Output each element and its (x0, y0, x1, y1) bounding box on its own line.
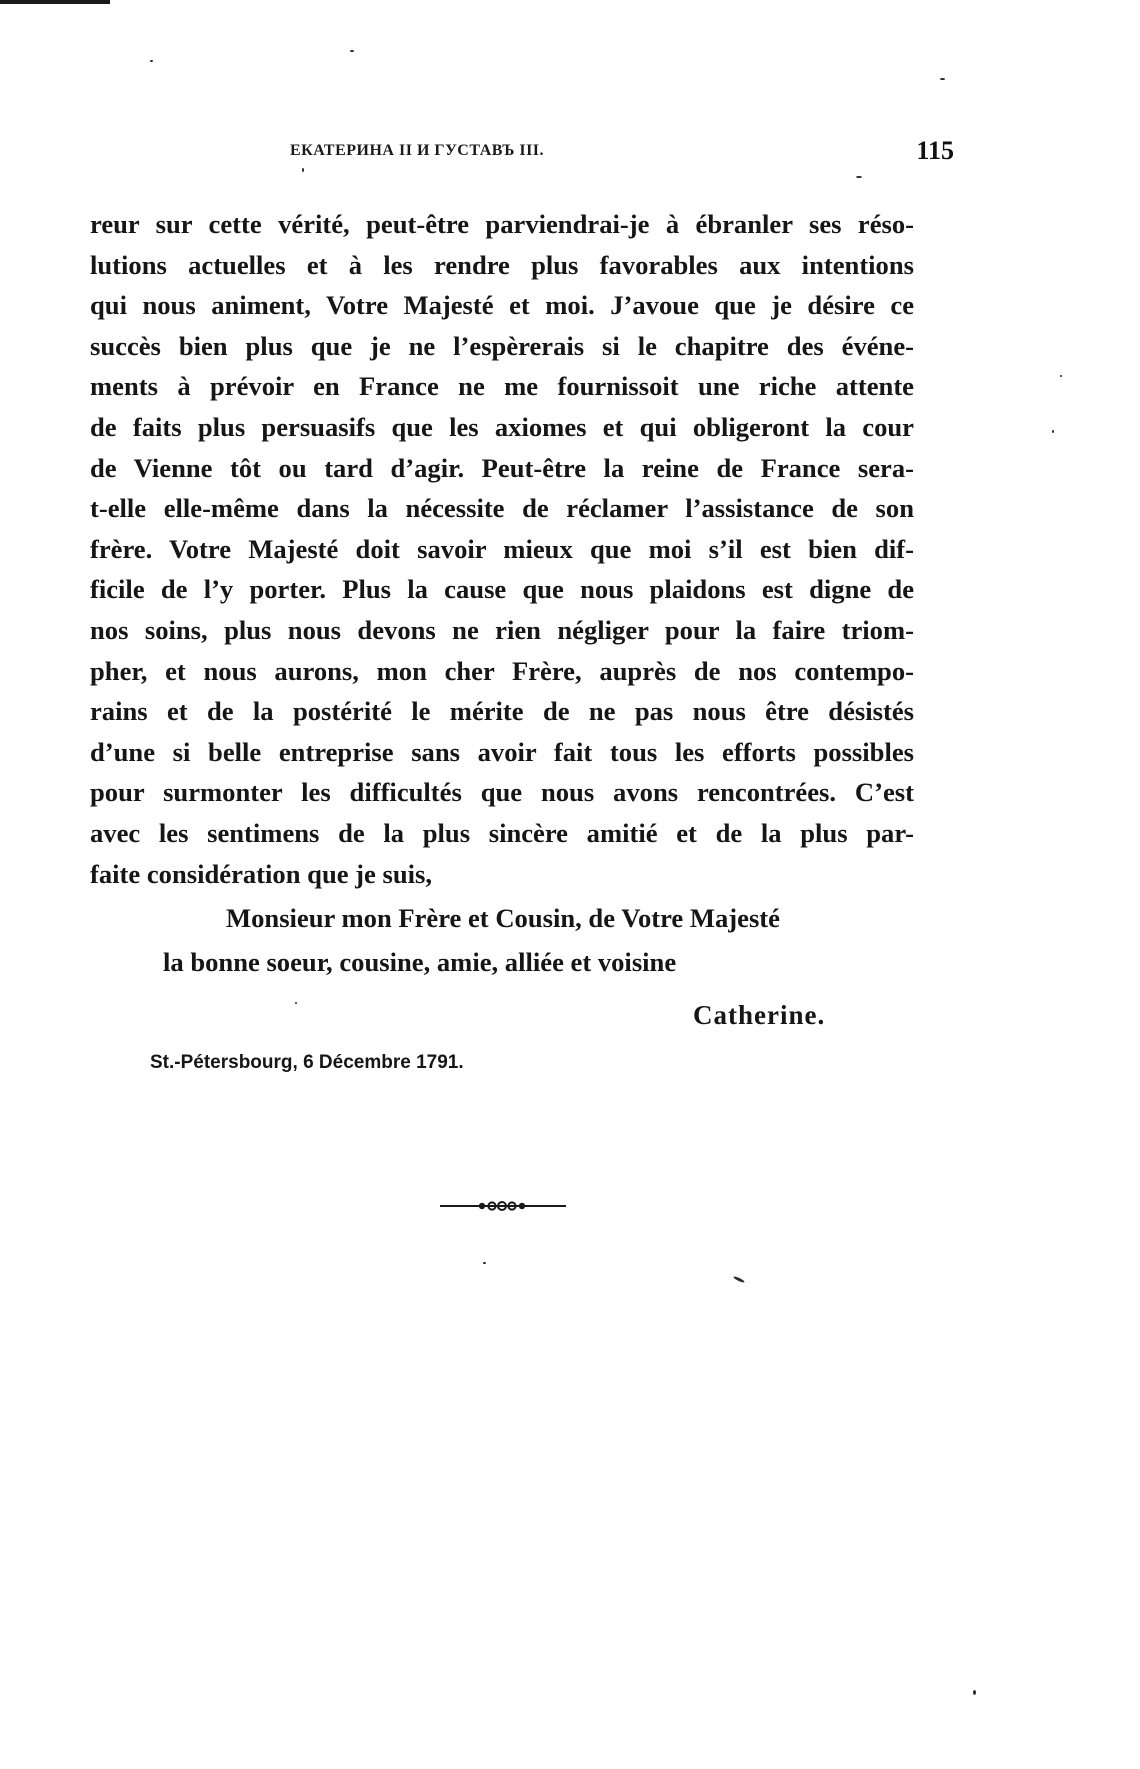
scan-speck (483, 1262, 486, 1264)
scan-speck (973, 1690, 976, 1695)
body-line: nos soins, plus nous devons ne rien négliger pour la faire triom- (90, 614, 914, 645)
running-head (90, 136, 954, 170)
scan-speck (1060, 375, 1062, 377)
body-line: succès bien plus que je ne l’espèrerais si le chapitre des événe- (90, 330, 914, 361)
body-line: ments à prévoir en France ne me fournissoit une riche attente (90, 371, 914, 402)
ornament-rule-icon (438, 1199, 568, 1213)
body-line: ficile de l’y porter. Plus la cause que nous plaidons est digne de (90, 574, 914, 605)
page-number: 115 (916, 136, 954, 165)
scan-speck (856, 176, 862, 178)
running-title: ЕКАТЕРИНА II И ГУСТАВЪ III. (290, 142, 545, 159)
signature: Catherine. (693, 1000, 826, 1030)
scan-speck (940, 78, 945, 80)
closing-titles: la bonne soeur, cousine, amie, alliée et voisine (163, 947, 677, 977)
scan-speck (733, 1276, 745, 1284)
body-line: qui nous animent, Votre Majesté et moi. J’avoue que je désire ce (90, 290, 914, 321)
body-line: avec les sentimens de la plus sincère amitié et de la plus par- (90, 817, 914, 848)
body-line: de faits plus persuasifs que les axiomes et qui obligeront la cour (90, 411, 914, 442)
scan-speck (350, 50, 354, 52)
body-line: frère. Votre Majesté doit savoir mieux que moi s’il est bien dif- (90, 533, 914, 564)
letter-body (90, 204, 914, 894)
scan-speck (150, 60, 153, 62)
dateline: St.-Pétersbourg, 6 Décembre 1791. (150, 1052, 464, 1073)
body-line: de Vienne tôt ou tard d’agir. Peut-être la reine de France sera- (90, 452, 914, 483)
body-line: lutions actuelles et à les rendre plus favorables aux intentions (90, 249, 914, 280)
body-line: t-elle elle-même dans la nécessite de réclamer l’assistance de son (90, 493, 914, 524)
scan-speck (1052, 430, 1054, 433)
body-line: faite considération que je suis, (90, 858, 433, 889)
body-line: d’une si belle entreprise sans avoir fait tous les efforts possibles (90, 736, 914, 767)
closing-salutation: Monsieur mon Frère et Cousin, de Votre Majesté (226, 903, 780, 933)
scan-speck (295, 1002, 297, 1004)
scan-edge-mark (0, 0, 110, 4)
body-line: reur sur cette vérité, peut-être parviendrai-je à ébranler ses réso- (90, 209, 914, 239)
body-line: pour surmonter les difficultés que nous avons rencontrées. C’est (90, 777, 914, 808)
body-line: pher, et nous aurons, mon cher Frère, auprès de nos contempo- (90, 655, 914, 686)
body-line: rains et de la postérité le mérite de ne pas nous être désistés (90, 696, 914, 727)
